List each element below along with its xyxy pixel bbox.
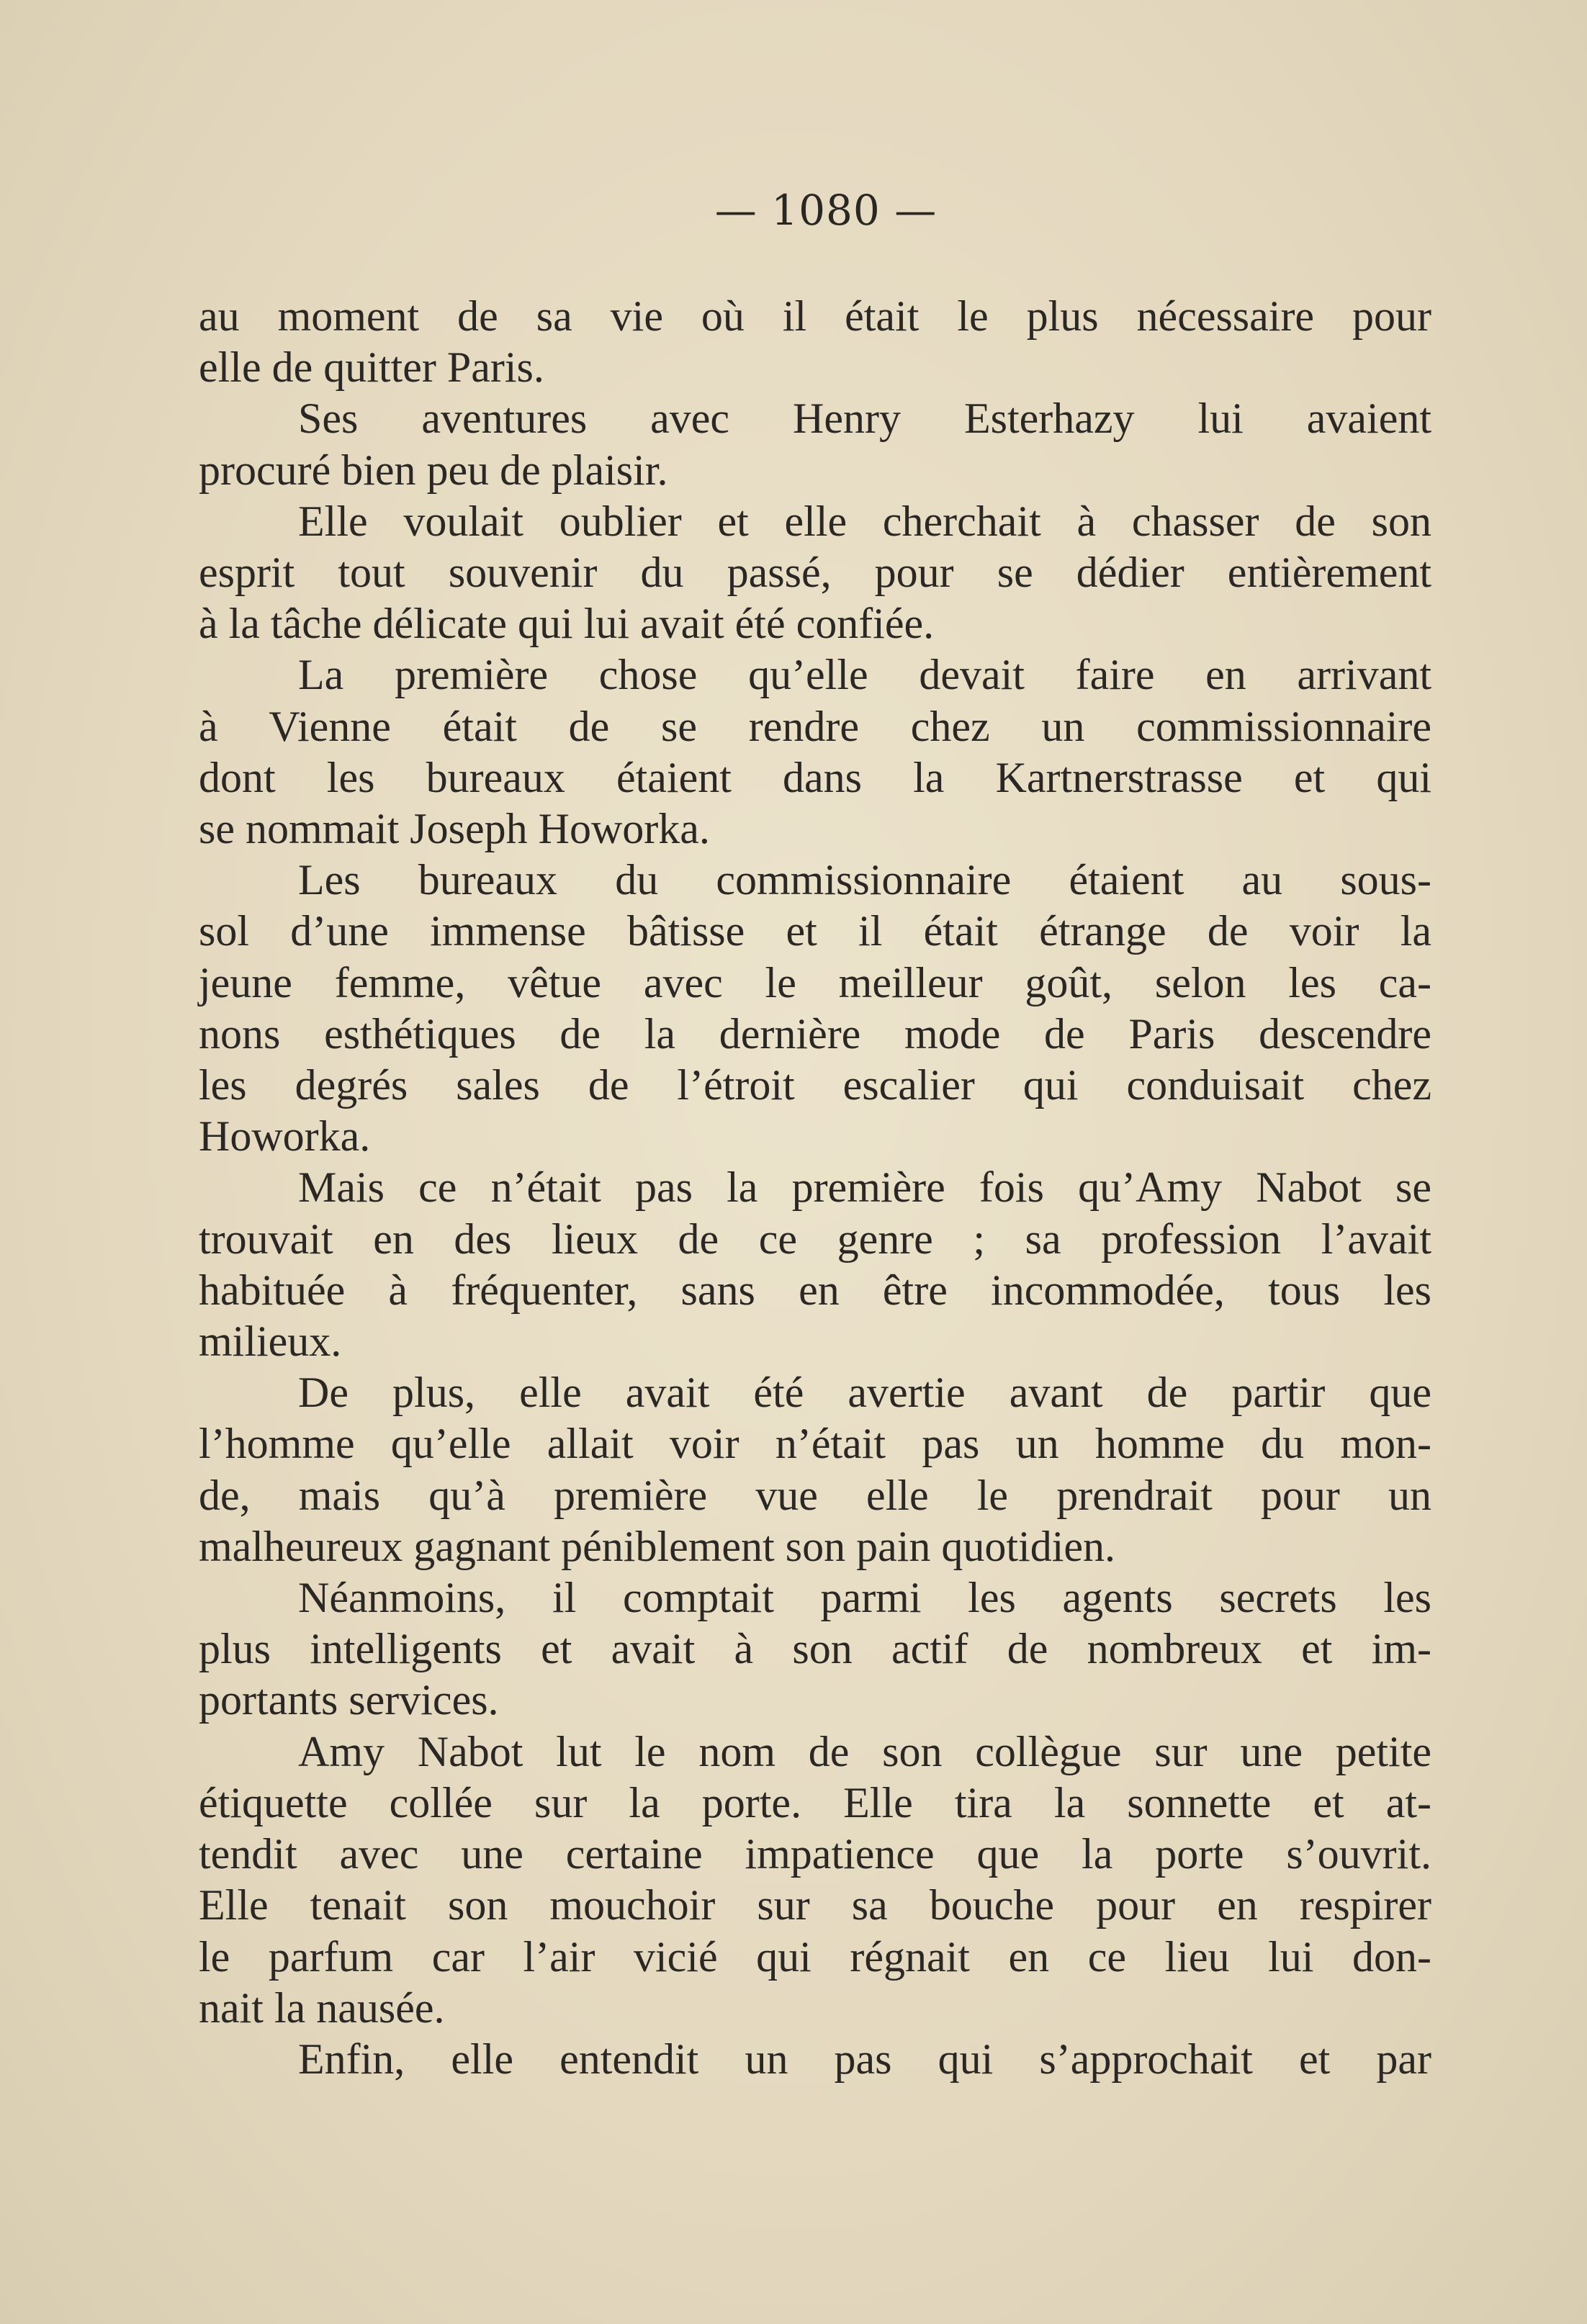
text-line: Elle voulait oublier et elle cherchait à chasser de son bbox=[298, 497, 1431, 545]
text-line: Les bureaux du commissionnaire étaient au sous- bbox=[298, 856, 1431, 904]
text-line: Ses aventures avec Henry Esterhazy lui avaient bbox=[298, 395, 1431, 443]
text-line: nons esthétiques de la dernière mode de Paris descendre bbox=[199, 1009, 1431, 1058]
text-line: Amy Nabot lut le nom de son collègue sur une petite bbox=[298, 1727, 1431, 1775]
text-line: La première chose qu’elle devait faire en arrivant bbox=[298, 651, 1431, 699]
text-line: elle de quitter Paris. bbox=[199, 343, 544, 392]
text-line: se nommait Joseph Howorka. bbox=[199, 805, 710, 853]
text-line: plus intelligents et avait à son actif de nombreux et im- bbox=[199, 1625, 1431, 1673]
text-line: Elle tenait son mouchoir sur sa bouche pour en respirer bbox=[199, 1881, 1431, 1929]
text-line: l’homme qu’elle allait voir n’était pas un homme du mon- bbox=[199, 1420, 1431, 1468]
text-line: milieux. bbox=[199, 1318, 342, 1366]
text-line: Néanmoins, il comptait parmi les agents secrets les bbox=[298, 1574, 1431, 1622]
text-line: à Vienne était de se rendre chez un commissionnaire bbox=[199, 702, 1431, 750]
text-line: les degrés sales de l’étroit escalier qui conduisait chez bbox=[199, 1061, 1431, 1109]
text-line: trouvait en des lieux de ce genre ; sa profession l’avait bbox=[199, 1215, 1431, 1263]
text-line: sol d’une immense bâtisse et il était étrange de voir la bbox=[199, 907, 1431, 955]
text-line: habituée à fréquenter, sans en être incommodée, tous les bbox=[199, 1266, 1431, 1314]
text-line: à la tâche délicate qui lui avait été confiée. bbox=[199, 600, 935, 648]
text-line: esprit tout souvenir du passé, pour se dédier entièrement bbox=[199, 549, 1431, 597]
text-line: Enfin, elle entendit un pas qui s’approchait et par bbox=[298, 2035, 1431, 2083]
text-line: dont les bureaux étaient dans la Kartnerstrasse et qui bbox=[199, 753, 1431, 801]
text-line: Howorka. bbox=[199, 1112, 371, 1161]
text-line: malheureux gagnant péniblement son pain quotidien. bbox=[199, 1522, 1116, 1570]
page-number: — 1080 — bbox=[714, 186, 938, 235]
text-line: De plus, elle avait été avertie avant de partir que bbox=[298, 1369, 1431, 1417]
text-line: portants services. bbox=[199, 1676, 499, 1724]
text-line: tendit avec une certaine impatience que la porte s’ouvrit. bbox=[199, 1830, 1431, 1878]
text-line: procuré bien peu de plaisir. bbox=[199, 446, 668, 494]
text-line: de, mais qu’à première vue elle le prendrait pour un bbox=[199, 1471, 1431, 1519]
text-line: au moment de sa vie où il était le plus nécessaire pour bbox=[199, 292, 1431, 340]
text-line: Mais ce n’était pas la première fois qu’Amy Nabot se bbox=[298, 1163, 1431, 1212]
body-text bbox=[199, 291, 1431, 2085]
text-line: étiquette collée sur la porte. Elle tira la sonnette et at- bbox=[199, 1778, 1431, 1827]
text-line: le parfum car l’air vicié qui régnait en ce lieu lui don- bbox=[199, 1932, 1431, 1981]
text-line: nait la nausée. bbox=[199, 1983, 445, 2032]
text-line: jeune femme, vêtue avec le meilleur goût, selon les ca- bbox=[199, 958, 1431, 1006]
